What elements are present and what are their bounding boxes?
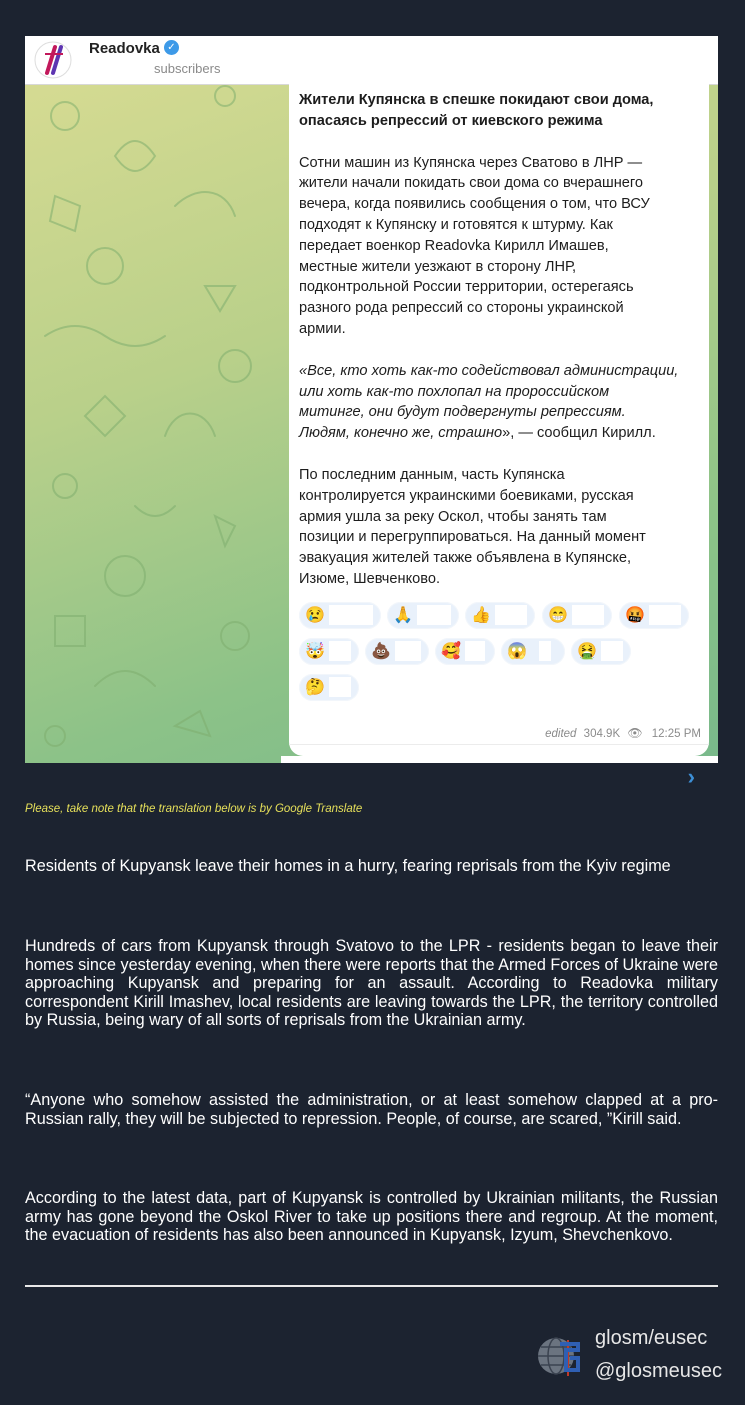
reaction-chip[interactable]: 🤔 <box>299 674 359 701</box>
message-line: подходят к Купянску и готовятся к штурму. Как <box>299 216 613 233</box>
message-line: Сотни машин из Купянска через Сватово в ЛНР — <box>299 154 643 171</box>
message-line: позиции и перегруппироваться. На данный момент <box>299 529 646 546</box>
edited-label: edited <box>545 728 577 740</box>
translation-title: Residents of Kupyansk leave their homes in a hurry, fearing reprisals from the Kyiv regime <box>25 857 671 875</box>
message-line: эвакуация жителей также объявлена в Купянске, <box>299 550 632 567</box>
message-line: контролируется украинскими боевиками, русская <box>299 487 634 504</box>
eye-icon: 👁 <box>627 726 643 740</box>
message-text <box>299 90 701 590</box>
message-time: 12:25 PM <box>651 728 701 740</box>
message-title-line: опасаясь репрессий от киевского режима <box>299 112 603 129</box>
verified-badge-icon: ✓ <box>164 40 179 55</box>
subscriber-count: subscribers <box>154 61 221 76</box>
reaction-chip[interactable]: 😱 <box>501 638 565 665</box>
message-line: вечера, когда появились сообщения о том, что ВСУ <box>299 196 650 213</box>
bubble-bottom-strip <box>281 756 718 763</box>
message-line: разного рода репрессий со стороны украинской <box>299 300 624 317</box>
reaction-chip[interactable]: 💩 <box>365 638 429 665</box>
reaction-chip[interactable]: 🤬 <box>619 602 689 629</box>
reaction-chip[interactable]: 😢 <box>299 602 381 629</box>
reaction-chip[interactable]: 🥰 <box>435 638 495 665</box>
globe-logo-icon <box>534 1328 582 1380</box>
message-meta <box>545 726 701 740</box>
telegram-screenshot <box>25 36 718 789</box>
quote-line: митинге, они будут подвергнуты репрессиям. <box>299 404 626 421</box>
message-line: Изюме, Шевченково. <box>299 570 441 587</box>
reaction-chip[interactable]: 🙏 <box>387 602 459 629</box>
message-line: армии. <box>299 320 346 337</box>
translation-paragraph: Hundreds of cars from Kupyansk through Svatovo to the LPR - residents began to leave their homes since yesterday evening, when there were reports that the Armed Forces of Ukraine were approaching Kupyansk and preparing for an assault. According to Readovka military correspondent Kirill Imashev, local residents are leaving towards the LPR, the territory controlled by Russia, being wary of all sorts of reprisals from the Ukrainian army. <box>25 937 718 1030</box>
translation-note: Please, take note that the translation below is by Google Translate <box>25 803 363 815</box>
chat-wallpaper-doodles <box>25 36 290 763</box>
message-line: передает военкор Readovka Кирилл Имашев, <box>299 237 609 254</box>
quote-line: «Все, кто хоть как-то содействовал администрации, <box>299 362 679 379</box>
reaction-chip[interactable]: 🤮 <box>571 638 631 665</box>
reaction-chip[interactable]: 😁 <box>542 602 612 629</box>
channel-header <box>25 36 718 85</box>
readovka-logo-icon <box>33 40 73 80</box>
quote-line: Людям, конечно же, страшно», — сообщил Кирилл. <box>299 425 656 442</box>
message-line: армия ушла за реку Оскол, чтобы занять там <box>299 508 607 525</box>
views-count: 304.9K <box>583 728 621 740</box>
message-title-line: Жители Купянска в спешке покидают свои дома, <box>299 92 654 108</box>
channel-avatar[interactable] <box>33 40 73 80</box>
quote-line: или хоть как-то похлопал на пророссийском <box>299 383 610 400</box>
message-line: подконтрольной России территории, остерегаясь <box>299 279 634 296</box>
reaction-chip[interactable]: 🤯 <box>299 638 359 665</box>
footer-handle: glosm/eusec <box>595 1327 708 1349</box>
divider <box>25 1285 718 1287</box>
translation-paragraph: “Anyone who somehow assisted the administration, or at least somehow clapped at a pro-Russian rally, they will be subjected to repression. People, of course, are scared, ”Kirill said. <box>25 1091 718 1128</box>
message-line: жители начали покидать свои дома со вчерашнего <box>299 175 644 192</box>
chevron-right-icon[interactable]: › <box>687 764 695 789</box>
reaction-chip[interactable]: 👍 <box>465 602 535 629</box>
message-line: местные жители уезжают в сторону ЛНР, <box>299 258 577 275</box>
translation-paragraph: According to the latest data, part of Kupyansk is controlled by Ukrainian militants, the Russian army has gone beyond the Oskol River to take up positions there and regroup. At the moment, the evacuation of residents has also been announced in Kupyansk, Izyum, Shevchenkovo. <box>25 1189 718 1245</box>
channel-name[interactable]: Readovka <box>89 40 160 57</box>
footer-handle: @glosmeusec <box>595 1360 723 1382</box>
message-bubble <box>289 84 709 789</box>
message-line: По последним данным, часть Купянска <box>299 466 565 483</box>
divider <box>289 744 709 745</box>
